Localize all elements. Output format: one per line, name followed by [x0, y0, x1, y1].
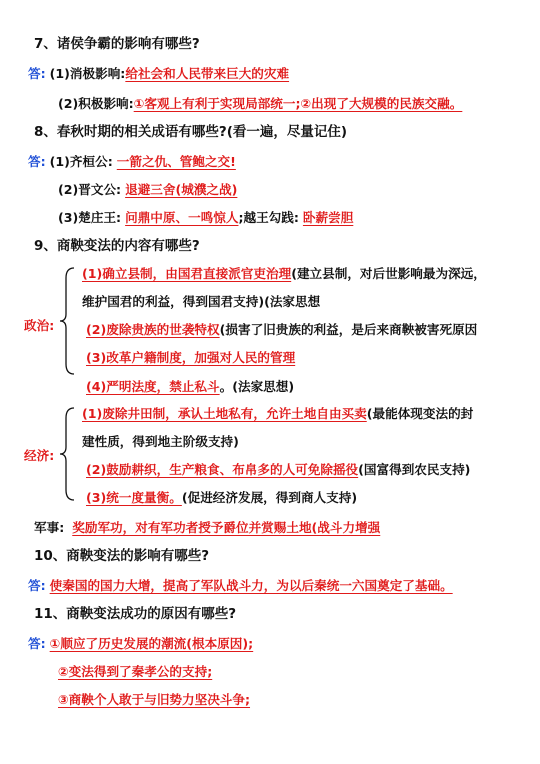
politics-item-1-note-cont: 维护国君的利益，得到国君支持)(法家思想 [82, 294, 321, 309]
economy-item-3 [86, 488, 357, 508]
politics-item-1-note: (建立县制，对后世影响最为深远， [291, 266, 486, 281]
economy-item-3-note: (促进经济发展，得到商人支持) [181, 490, 358, 505]
answer-label: 答: [28, 636, 46, 651]
politics-item-4-key: (4)严明法度，禁止私斗 [86, 379, 220, 394]
q8-yue-label: ;越王勾践: [238, 210, 299, 225]
economy-label: 经济: [24, 448, 55, 463]
q7-answer-line-2 [58, 94, 462, 114]
q11-answer-line-3 [58, 690, 250, 710]
q7-positive-text: ①客观上有利于实现局部统一;②出现了大规模的民族交融。 [133, 96, 463, 111]
q8-answer-line-2 [58, 180, 237, 200]
question-11-title: 11、商鞅变法成功的原因有哪些? [34, 606, 237, 622]
q10-answer-text: 使秦国的国力大增，提高了军队战斗力，为以后秦统一六国奠定了基础。 [49, 578, 453, 593]
economy-item-1-key: (1)废除井田制，承认土地私有，允许土地自由买卖 [82, 406, 367, 421]
q7-answer-line-1 [28, 64, 289, 84]
economy-item-2-note: (国富得到农民支持) [358, 462, 471, 477]
politics-label: 政治: [24, 318, 55, 333]
q7-negative-text: 给社会和人民带来巨大的灾难 [125, 66, 290, 81]
q8-answer-line-3 [58, 208, 353, 228]
q8-jin-label: (2)晋文公: [58, 182, 122, 197]
politics-item-2-key: (2)废除贵族的世袭特权 [86, 322, 220, 337]
q8-yue-text: 卧薪尝胆 [302, 210, 354, 225]
politics-item-3-key: (3)改革户籍制度，加强对人民的管理 [86, 350, 296, 365]
politics-item-2 [86, 320, 477, 340]
economy-item-2 [86, 460, 470, 480]
q8-chu-label: (3)楚庄王: [58, 210, 122, 225]
q8-chu-text: 问鼎中原、一鸣惊人 [125, 210, 239, 225]
politics-item-1-continued [82, 292, 320, 312]
politics-brace [58, 266, 78, 376]
question-8-title: 8、春秋时期的相关成语有哪些?(看一遍，尽量记住) [34, 124, 348, 140]
politics-item-1-key: (1)确立县制，由国君直接派官吏治理 [82, 266, 292, 281]
economy-item-3-key: (3)统一度量衡。 [86, 490, 182, 505]
economy-item-1-note-cont: 建性质，得到地主阶级支持) [82, 434, 239, 449]
q11-answer-line-2 [58, 662, 212, 682]
military-line [34, 518, 380, 538]
answer-label: 答: [28, 154, 46, 169]
military-text: 奖励军功，对有军功者授予爵位并赏赐土地(战斗力增强 [72, 520, 381, 535]
economy-brace [58, 406, 78, 502]
q8-qi-text: 一箭之仇、管鲍之交! [116, 154, 236, 169]
politics-item-1 [82, 264, 486, 284]
q8-jin-text: 退避三舍(城濮之战) [125, 182, 238, 197]
answer-label: 答: [28, 66, 46, 81]
politics-item-2-note: (损害了旧贵族的利益，是后来商鞅被害死原因 [219, 322, 478, 337]
politics-item-4-note: 。(法家思想) [219, 379, 295, 394]
politics-item-4 [86, 377, 294, 397]
q11-answer-line-1 [28, 634, 253, 654]
economy-item-1-note: (最能体现变法的封 [366, 406, 474, 421]
question-10-title: 10、商鞅变法的影响有哪些? [34, 548, 210, 564]
answer-label: 答: [28, 578, 46, 593]
q11-reason-1: ①顺应了历史发展的潮流(根本原因); [49, 636, 254, 651]
q10-answer [28, 576, 453, 596]
q11-reason-2: ②变法得到了秦孝公的支持; [58, 664, 213, 679]
politics-item-3 [86, 348, 295, 368]
q11-reason-3: ③商鞅个人敢于与旧势力坚决斗争; [58, 692, 251, 707]
q8-qi-label: (1)齐桓公: [49, 154, 113, 169]
economy-item-1 [82, 404, 473, 424]
q7-positive-label: (2)积极影响: [58, 96, 134, 111]
question-9-title: 9、商鞅变法的内容有哪些? [34, 238, 200, 254]
q8-answer-line-1 [28, 152, 236, 172]
economy-item-2-key: (2)鼓励耕织，生产粮食、布帛多的人可免除摇役 [86, 462, 359, 477]
q7-negative-label: (1)消极影响: [49, 66, 126, 81]
military-label: 军事: [34, 520, 65, 535]
economy-item-1-continued [82, 432, 239, 452]
question-7-title: 7、诸侯争霸的影响有哪些? [34, 36, 200, 52]
